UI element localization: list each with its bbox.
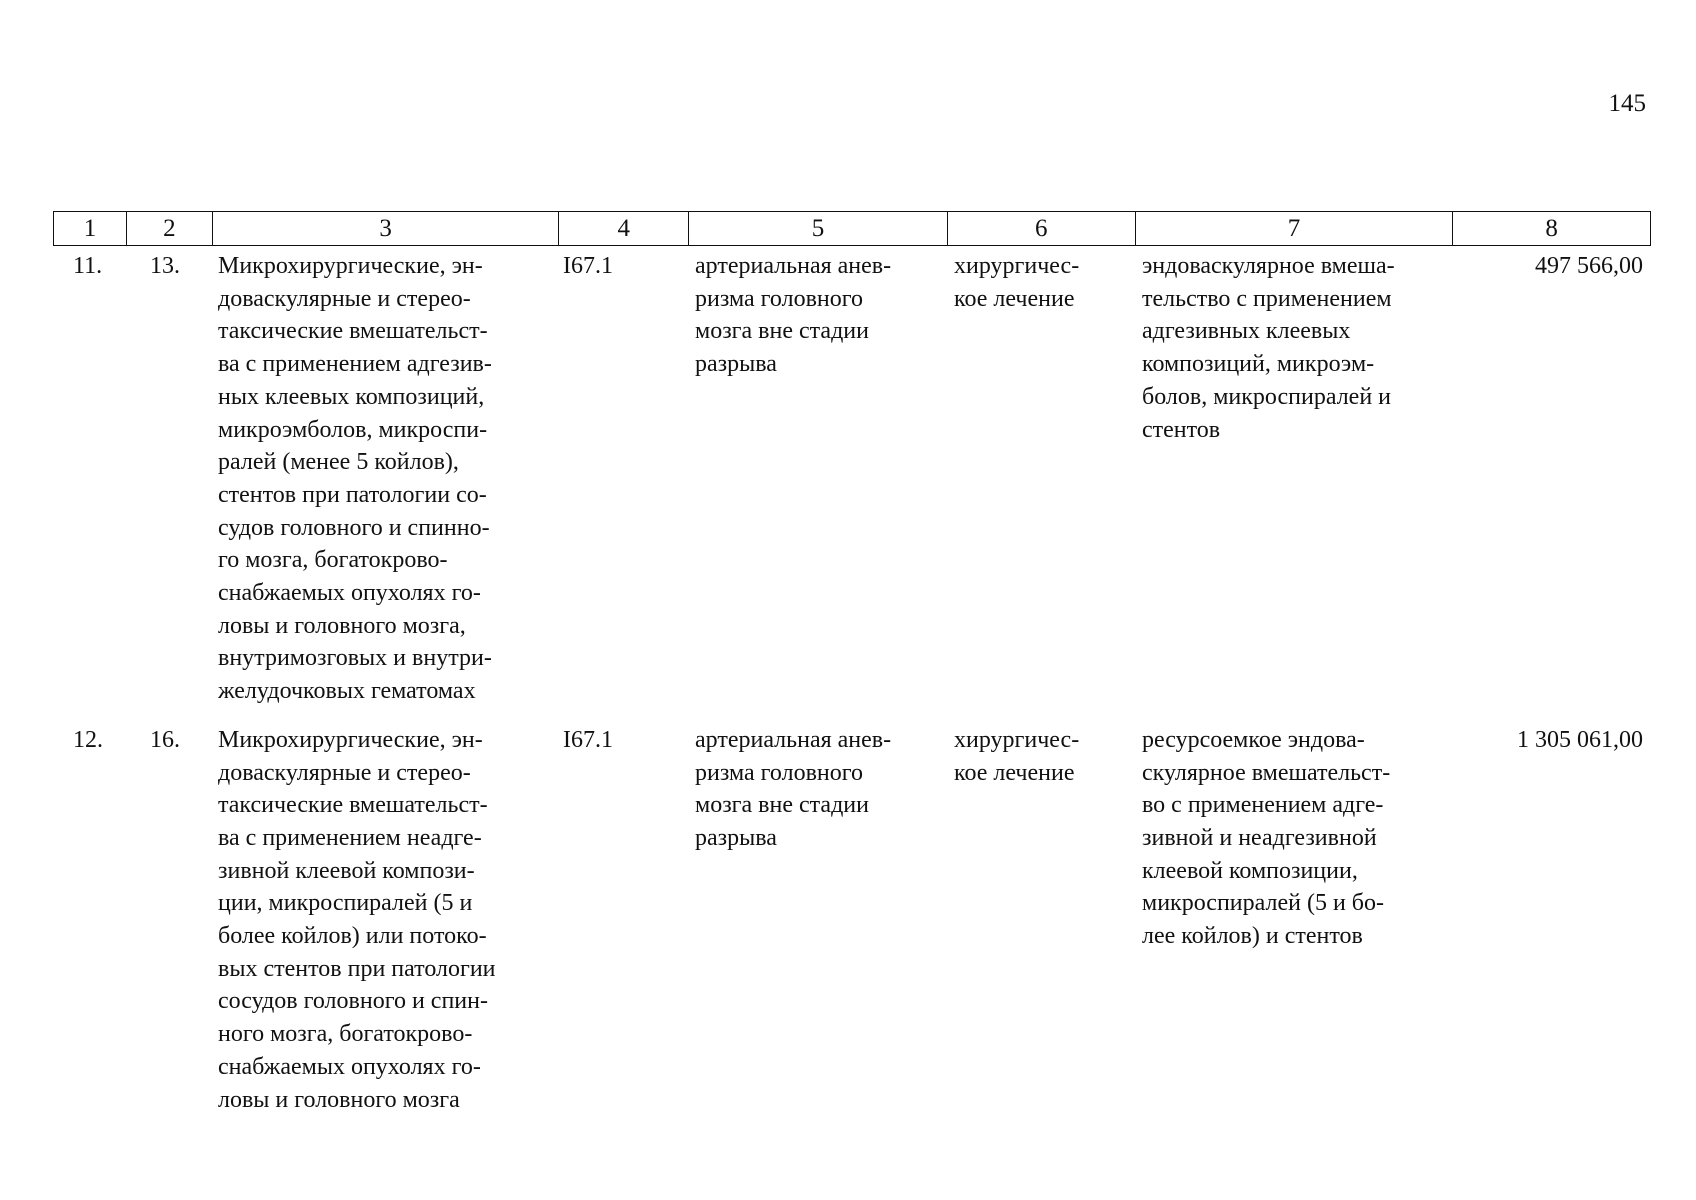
procedure-description: Микрохирургические, эн- доваскулярные и стерео- таксические вмешательст- ва с применением адгезив- ных клеевых композиций, микроэмболов, микроспи- ралей (менее 5 койлов), стентов при патологии со- судов головного и спинно- го мозга, богатокрово- снабжаемых опухолях го- ловы и головного мозга, внутримозговых и внутри- желудочковых гематомах bbox=[218, 253, 492, 705]
treatment-method: эндоваскулярное вмеша- тельство с применением адгезивных клеевых композиций, микроэм- болов, микроспиралей и стентов bbox=[1142, 253, 1395, 443]
page-number: 145 bbox=[1608, 90, 1646, 117]
procedure-description: Микрохирургические, эн- доваскулярные и стерео- таксические вмешательст- ва с применением неадге- зивной клеевой компози- ции, микроспиралей (5 и более койлов) или потоко- вых стентов при патологии сосудов головного и спин- ного мозга, богатокрово- снабжаемых опухолях го- ловы и головного мозга bbox=[218, 726, 496, 1113]
header-col-7: 7 bbox=[1136, 212, 1454, 245]
table-row bbox=[53, 250, 1651, 708]
row-number: 11. bbox=[73, 253, 103, 279]
row-number: 12. bbox=[73, 726, 103, 753]
header-col-5: 5 bbox=[689, 212, 948, 245]
table-header-row bbox=[53, 211, 1651, 246]
group-number: 13. bbox=[150, 253, 180, 279]
group-number: 16. bbox=[150, 726, 180, 753]
treatment-method: ресурсоемкое эндова- скулярное вмешательст- во с применением адге- зивной и неадгезивной клеевой композиции, микроспиралей (5 и бо- лее койлов) и стентов bbox=[1142, 726, 1391, 950]
table-row bbox=[53, 724, 1651, 1116]
header-col-1: 1 bbox=[54, 212, 127, 245]
cost-value: 1 305 061,00 bbox=[1517, 726, 1643, 753]
treatment-type: хирургичес- кое лечение bbox=[954, 253, 1080, 312]
header-col-8: 8 bbox=[1545, 215, 1558, 242]
table-body bbox=[53, 250, 1651, 1116]
icd-code: I67.1 bbox=[563, 253, 613, 279]
cost-value: 497 566,00 bbox=[1535, 253, 1643, 279]
header-col-6: 6 bbox=[948, 212, 1136, 245]
diagnosis: артериальная анев- ризма головного мозга вне стадии разрыва bbox=[695, 726, 892, 851]
header-col-3: 3 bbox=[213, 212, 560, 245]
treatment-type: хирургичес- кое лечение bbox=[954, 726, 1080, 786]
header-col-4: 4 bbox=[559, 212, 689, 245]
diagnosis: артериальная анев- ризма головного мозга вне стадии разрыва bbox=[695, 253, 892, 378]
icd-code: I67.1 bbox=[563, 726, 613, 753]
header-col-2: 2 bbox=[127, 212, 213, 245]
